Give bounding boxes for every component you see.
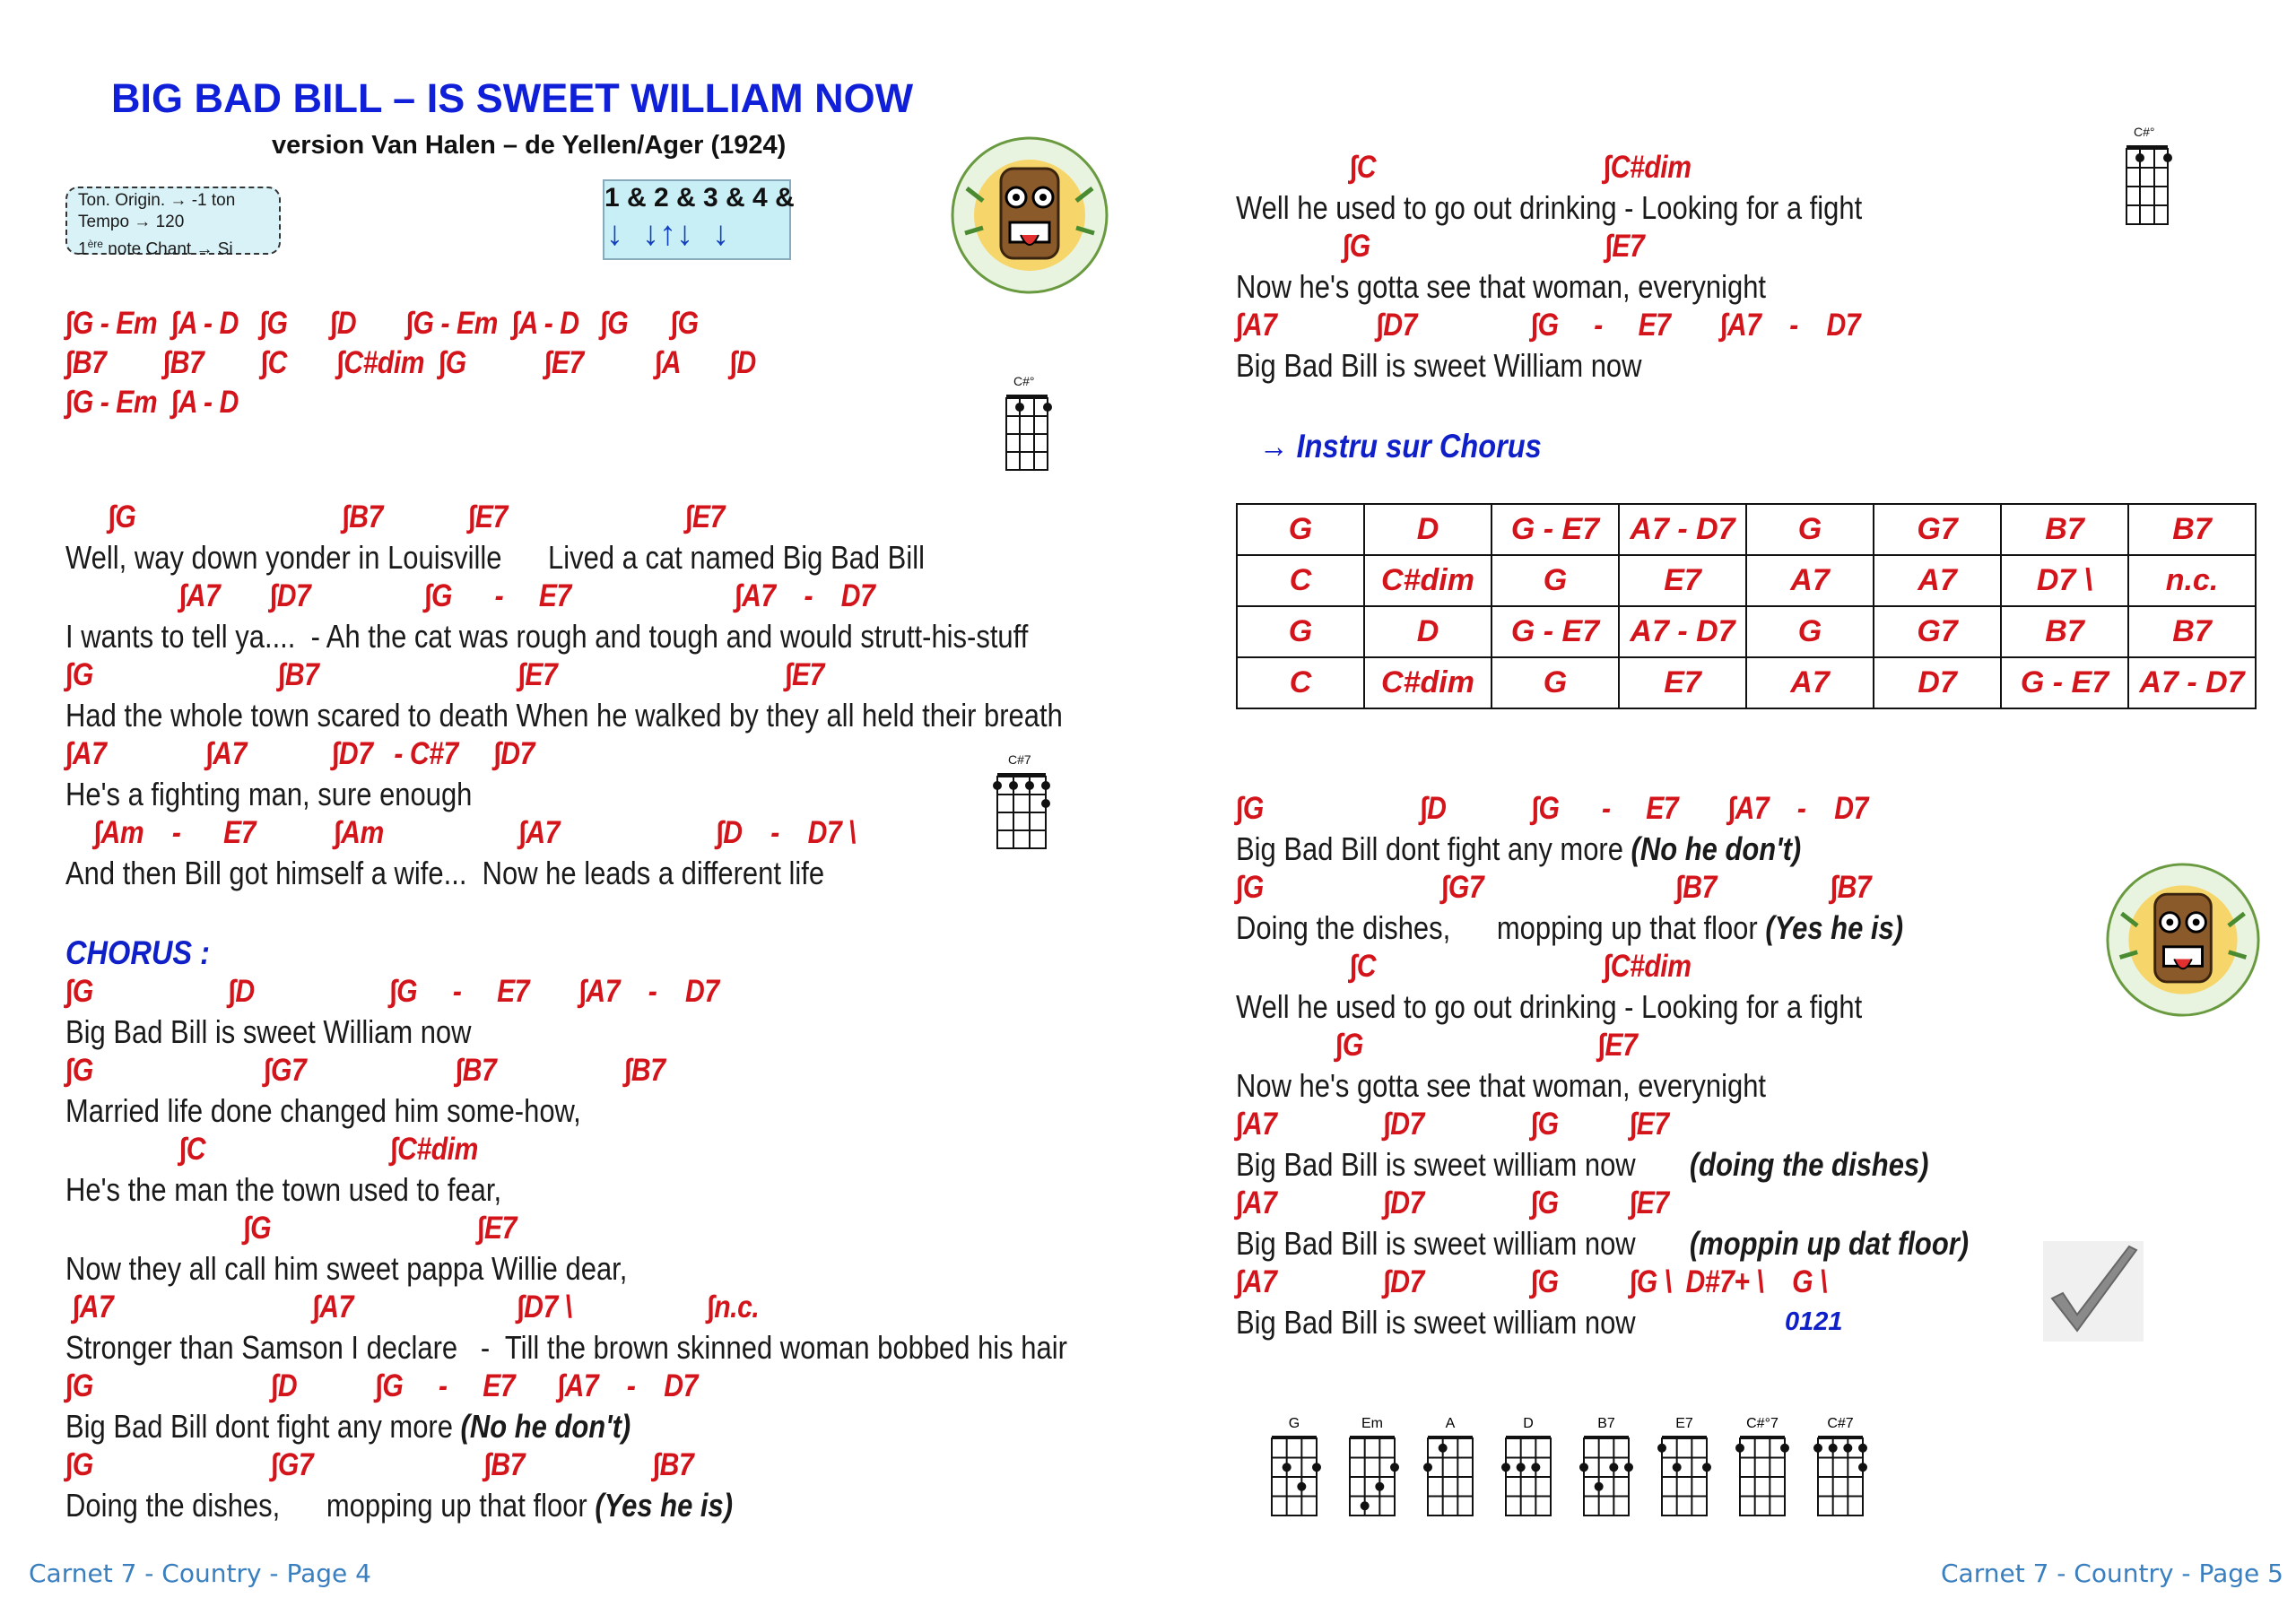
grid-cell: B7 bbox=[2128, 606, 2256, 657]
outro-chords-4: ∫A7 ∫D7 ∫G ∫E7 bbox=[1236, 1107, 1669, 1142]
cdim-top-label: C#° bbox=[2134, 126, 2155, 139]
cdim-left-label: C#° bbox=[1013, 375, 1035, 388]
outro-lyric-text-0: Big Bad Bill dont fight any more bbox=[1236, 830, 1631, 867]
grid-cell: A7 bbox=[1746, 555, 1874, 606]
outro-lyric-text-5: Big Bad Bill is sweet william now bbox=[1236, 1225, 1690, 1262]
chorus-lyric-text-6: Doing the dishes, mopping up that floor bbox=[65, 1487, 596, 1524]
song-title: BIG BAD BILL – IS SWEET WILLIAM NOW bbox=[111, 75, 914, 121]
outro-lyric-text-6: Big Bad Bill is sweet william now bbox=[1236, 1304, 1636, 1341]
cdim-diagram-top bbox=[2121, 126, 2175, 229]
chorus-lyric-text-0: Big Bad Bill is sweet William now bbox=[65, 1013, 472, 1050]
outro-lyric-text-2: Well he used to go out drinking - Looking for a fight bbox=[1236, 988, 1863, 1025]
chord-diagram-label: Em bbox=[1361, 1416, 1383, 1431]
chorus-lyric-text-2: He's the man the town used to fear, bbox=[65, 1171, 502, 1208]
outro-lyric-extra-4: (doing the dishes) bbox=[1689, 1146, 1929, 1183]
grid-cell: C#dim bbox=[1364, 657, 1492, 708]
chorus-chords-6: ∫G ∫G7 ∫B7 ∫B7 bbox=[65, 1447, 694, 1482]
chorus-lyric-1 bbox=[65, 1092, 581, 1130]
intro-line-2: ∫B7 ∫B7 ∫C ∫C#dim ∫G ∫E7 ∫A ∫D bbox=[65, 345, 756, 380]
info-line-3: 1ère note Chant → Si bbox=[78, 238, 233, 259]
chord-diagram-label: E7 bbox=[1675, 1416, 1693, 1431]
rtop-lyric-text-0: Well he used to go out drinking - Looking for a fight bbox=[1236, 189, 1863, 226]
footer-left: Carnet 7 - Country - Page 4 bbox=[29, 1559, 371, 1588]
grid-cell: D7 bbox=[1874, 657, 2001, 708]
outro-chords-5: ∫A7 ∫D7 ∫G ∫E7 bbox=[1236, 1185, 1669, 1220]
verse-chords-3: ∫A7 ∫A7 ∫D7 - C#7 ∫D7 bbox=[65, 736, 535, 771]
grid-row bbox=[1237, 555, 2256, 606]
chord-diagram bbox=[1265, 1415, 1324, 1519]
outro-lyric-text-4: Big Bad Bill is sweet william now bbox=[1236, 1146, 1690, 1183]
verse-lyric-4 bbox=[65, 855, 824, 892]
rtop-chords-1: ∫G ∫E7 bbox=[1236, 229, 1645, 264]
grid-cell: B7 bbox=[2128, 504, 2256, 555]
chord-diagram-label: C#°7 bbox=[1746, 1416, 1779, 1431]
grid-row bbox=[1237, 606, 2256, 657]
outro-lyric-text-3: Now he's gotta see that woman, everynight bbox=[1236, 1067, 1767, 1104]
grid-cell: A7 - D7 bbox=[1619, 504, 1746, 555]
beat-count: 1 & 2 & 3 & 4 & bbox=[604, 183, 795, 213]
strum-arrows: ↓ ↓↑↓ ↓ bbox=[606, 215, 730, 253]
outro-lyric-3 bbox=[1236, 1067, 1766, 1105]
chord-diagram bbox=[1655, 1415, 1714, 1519]
grid-cell: G - E7 bbox=[1492, 504, 1619, 555]
rtop-chords-2: ∫A7 ∫D7 ∫G - E7 ∫A7 - D7 bbox=[1236, 308, 1861, 343]
grid-row bbox=[1237, 504, 2256, 555]
verse-lyric-text-0: Well, way down yonder in Louisville Lived a cat named Big Bad Bill bbox=[65, 539, 925, 576]
chorus-lyric-4 bbox=[65, 1329, 1067, 1367]
rtop-lyric-text-2: Big Bad Bill is sweet William now bbox=[1236, 347, 1642, 384]
verse-lyric-text-2: Had the whole town scared to death When he walked by they all held their breath bbox=[65, 697, 1063, 734]
checkmark-icon bbox=[2043, 1241, 2144, 1342]
grid-cell: A7 bbox=[1746, 657, 1874, 708]
instru-grid bbox=[1236, 503, 2257, 709]
chord-diagram bbox=[1499, 1415, 1558, 1519]
grid-cell: G bbox=[1492, 657, 1619, 708]
chord-diagram-label: D bbox=[1523, 1416, 1534, 1431]
rtop-lyric-2 bbox=[1236, 347, 1642, 385]
chorus-lyric-text-1: Married life done changed him some-how, bbox=[65, 1092, 581, 1129]
grid-cell: C#dim bbox=[1364, 555, 1492, 606]
chord-diagram bbox=[1811, 1415, 1870, 1519]
grid-cell: B7 bbox=[2001, 606, 2128, 657]
grid-cell: D bbox=[1364, 504, 1492, 555]
grid-cell: G bbox=[1746, 504, 1874, 555]
outro-chords-1: ∫G ∫G7 ∫B7 ∫B7 bbox=[1236, 870, 1872, 905]
outro-lyric-0 bbox=[1236, 830, 1801, 868]
chorus-label: CHORUS : bbox=[65, 934, 210, 971]
grid-cell: G bbox=[1492, 555, 1619, 606]
verse-chords-1: ∫A7 ∫D7 ∫G - E7 ∫A7 - D7 bbox=[65, 578, 875, 613]
strum-pattern bbox=[603, 179, 795, 260]
chorus-lyric-extra-6: (Yes he is) bbox=[595, 1487, 734, 1524]
chorus-chords-3: ∫G ∫E7 bbox=[65, 1211, 517, 1246]
chorus-chords-5: ∫G ∫D ∫G - E7 ∫A7 - D7 bbox=[65, 1368, 698, 1403]
chorus-lyric-extra-5: (No he don't) bbox=[460, 1408, 631, 1445]
chord-diagram bbox=[1577, 1415, 1636, 1519]
info-box bbox=[65, 187, 281, 259]
chord-diagram-label: A bbox=[1445, 1416, 1456, 1431]
grid-cell: G7 bbox=[1874, 504, 2001, 555]
cdim-diagram-left bbox=[1001, 375, 1055, 473]
outro-chords-6: ∫A7 ∫D7 ∫G ∫G \ D#7+ \ G \ bbox=[1236, 1264, 1828, 1299]
verse-lyric-3 bbox=[65, 776, 472, 813]
song-subtitle: version Van Halen – de Yellen/Ager (1924) bbox=[272, 131, 787, 160]
outro-lyric-5 bbox=[1236, 1225, 1969, 1263]
intro-line-1: ∫G - Em ∫A - D ∫G ∫D ∫G - Em ∫A - D ∫G ∫G bbox=[65, 306, 699, 341]
chord-diagram-label: C#7 bbox=[1827, 1416, 1854, 1431]
outro-chords-3: ∫G ∫E7 bbox=[1236, 1028, 1638, 1063]
verse-chords-4: ∫Am - E7 ∫Am ∫A7 ∫D - D7 \ bbox=[65, 815, 857, 850]
grid-cell: C bbox=[1237, 555, 1364, 606]
intro-line-3: ∫G - Em ∫A - D bbox=[65, 385, 239, 420]
c7-diagram-left bbox=[992, 753, 1055, 852]
outro-chords-0: ∫G ∫D ∫G - E7 ∫A7 - D7 bbox=[1236, 791, 1868, 826]
grid-cell: E7 bbox=[1619, 555, 1746, 606]
grid-row bbox=[1237, 657, 2256, 708]
grid-cell: A7 - D7 bbox=[1619, 606, 1746, 657]
outro-lyric-extra-1: (Yes he is) bbox=[1765, 909, 1904, 946]
chorus-chords-2: ∫C ∫C#dim bbox=[65, 1132, 478, 1167]
outro-lyric-extra-0: (No he don't) bbox=[1631, 830, 1802, 867]
outro-lyric-1 bbox=[1236, 909, 1903, 947]
verse-lyric-text-1: I wants to tell ya.... - Ah the cat was rough and tough and would strutt-his-stuff bbox=[65, 618, 1029, 655]
rtop-lyric-1 bbox=[1236, 268, 1766, 306]
rtop-lyric-text-1: Now he's gotta see that woman, everynight bbox=[1236, 268, 1767, 305]
verse-lyric-1 bbox=[65, 618, 1028, 656]
grid-cell: D bbox=[1364, 606, 1492, 657]
chord-diagram-label: B7 bbox=[1597, 1416, 1615, 1431]
chord-diagram bbox=[1733, 1415, 1792, 1519]
verse-lyric-text-3: He's a fighting man, sure enough bbox=[65, 776, 473, 812]
grid-cell: A7 bbox=[1874, 555, 2001, 606]
verse-lyric-0 bbox=[65, 539, 925, 577]
grid-cell: G bbox=[1237, 606, 1364, 657]
chorus-chords-4: ∫A7 ∫A7 ∫D7 \ ∫n.c. bbox=[65, 1290, 760, 1324]
ukulele-logo-left bbox=[949, 135, 1110, 296]
outro-lyric-4 bbox=[1236, 1146, 1928, 1184]
grid-cell: G - E7 bbox=[2001, 657, 2128, 708]
chorus-lyric-2 bbox=[65, 1171, 501, 1209]
rtop-lyric-0 bbox=[1236, 189, 1862, 227]
chorus-lyric-3 bbox=[65, 1250, 627, 1288]
grid-cell: B7 bbox=[2001, 504, 2128, 555]
grid-cell: G - E7 bbox=[1492, 606, 1619, 657]
ukulele-logo-right bbox=[2104, 861, 2262, 1019]
chorus-lyric-text-5: Big Bad Bill dont fight any more bbox=[65, 1408, 461, 1445]
instru-label: → Instru sur Chorus bbox=[1259, 428, 1542, 465]
verse-lyric-text-4: And then Bill got himself a wife... Now he leads a different life bbox=[65, 855, 825, 891]
footer-right: Carnet 7 - Country - Page 5 bbox=[1941, 1559, 2283, 1588]
chorus-lyric-text-4: Stronger than Samson I declare - Till the brown skinned woman bobbed his hair bbox=[65, 1329, 1067, 1366]
code-label: 0121 bbox=[1785, 1307, 1843, 1336]
chorus-chords-1: ∫G ∫G7 ∫B7 ∫B7 bbox=[65, 1053, 665, 1088]
verse-chords-0: ∫G ∫B7 ∫E7 ∫E7 bbox=[65, 499, 725, 534]
verse-chords-2: ∫G ∫B7 ∫E7 ∫E7 bbox=[65, 657, 824, 692]
grid-cell: G bbox=[1746, 606, 1874, 657]
rtop-chords-0: ∫C ∫C#dim bbox=[1236, 150, 1692, 185]
grid-cell: G bbox=[1237, 504, 1364, 555]
verse-lyric-2 bbox=[65, 697, 1063, 734]
info-line-1: Ton. Origin. → -1 ton bbox=[78, 191, 236, 210]
chorus-lyric-0 bbox=[65, 1013, 472, 1051]
outro-lyric-2 bbox=[1236, 988, 1862, 1026]
chorus-lyric-text-3: Now they all call him sweet pappa Willie dear, bbox=[65, 1250, 628, 1287]
chorus-lyric-6 bbox=[65, 1487, 733, 1524]
c7-left-label: C#7 bbox=[1008, 753, 1031, 767]
chord-diagram bbox=[1421, 1415, 1480, 1519]
chorus-lyric-5 bbox=[65, 1408, 631, 1446]
chorus-chords-0: ∫G ∫D ∫G - E7 ∫A7 - D7 bbox=[65, 974, 719, 1009]
grid-cell: n.c. bbox=[2128, 555, 2256, 606]
outro-lyric-text-1: Doing the dishes, mopping up that floor bbox=[1236, 909, 1766, 946]
grid-cell: E7 bbox=[1619, 657, 1746, 708]
grid-cell: A7 - D7 bbox=[2128, 657, 2256, 708]
grid-cell: C bbox=[1237, 657, 1364, 708]
grid-cell: D7 \ bbox=[2001, 555, 2128, 606]
chord-diagram-label: G bbox=[1288, 1416, 1300, 1431]
outro-lyric-extra-5: (moppin up dat floor) bbox=[1689, 1225, 1970, 1262]
outro-chords-2: ∫C ∫C#dim bbox=[1236, 949, 1692, 984]
info-line-2: Tempo → 120 bbox=[78, 213, 185, 231]
grid-cell: G7 bbox=[1874, 606, 2001, 657]
outro-lyric-6 bbox=[1236, 1304, 1636, 1342]
chord-diagram bbox=[1343, 1415, 1402, 1519]
